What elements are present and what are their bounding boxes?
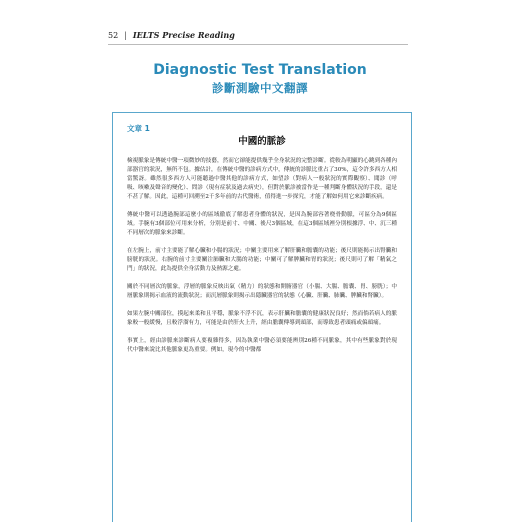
header-separator: | [124,30,127,40]
article-paragraph: 傳統中醫可以透過腕部這麼小的區域徹底了解患者身體的狀況，是因為腕部容著桡骨動脈，可區分為9個區域。手腕有3個部位可用來分析，分別是前寸、中關、後尺3個區域，在這3個區域裡分別根據浮、中、沉三種不同層次的脈象來診斷。 [127,212,397,236]
header-rule [108,44,408,45]
article-body [127,157,397,364]
article-tag: 文章 1 [127,124,150,133]
article-paragraph: 關於不同層次的脈象，浮層的脈象反映出氣（精力）的狀態和開腑器官（小腸、大腸、膽囊、胃、膀胱）；中層脈象則揭示血液的流動狀況；而沉層脈象則揭示出隱臟器官的狀態（心臟、肝臟、肺臟、脾臟和腎臟）。 [127,284,397,299]
article-box [112,112,412,522]
article-paragraph: 在左腕上，前寸主要能了解心臟和小腸的狀況；中關主要用來了解肝臟和膽囊的功能；後尺則能揭示出腎臟和膀胱的狀況。右腕的前寸主要關注肺臟和大腸的功能；中關可了解脾臟和胃的狀況；後尺則可了解「精氣之門」的狀況，此為提供全身活動力及熱源之處。 [127,248,397,272]
article-paragraph: 檢視脈象是傳統中醫一項微妙的技藝，然而它卻能提供幾乎全身狀況的完整診斷。從較為明顯的心跳到各種內部器官的狀況，無所不包。據估計，在傳統中醫的診病方式中，傳統的診脈比重占了30%，這令許多西方人相當驚訝。雖然很多西方人可能聽過中醫其他的診病方式，如望診（對病人一般狀況的實際觀察）、聞診（呼吸、咳嗽及聲音的變化）、問診（現有症狀及過去病史），但對於脈診被當作是一種判斷身體狀況的手段，還是不甚了解。因此，這種可回溯至2千多年前的古代醫術，值得進一步探究，才能了解如何用它來診斷疾病。 [127,158,397,200]
running-header [108,30,235,40]
article-paragraph: 事實上，經由診脈來診斷病人要複雜得多，因為執業中醫必須要能辨別26種不同脈象，其中有些脈象對於現代中醫來說比其他脈象更為重要。例如，現今的中醫都 [127,338,397,353]
section-title-chinese: 診斷測驗中文翻譯 [212,81,308,95]
article-paragraph: 如果左腕中關部位，摸起來柔和且平穩，脈象不浮不沉，表示肝臟和膽囊的健康狀況良好；然而倘若病人的脈象較一般緩慢，且較浮溜有力，可能是由於肝火上升，經由膽囊傳導到頭部，而導致患者頭痛或偏頭痛。 [127,311,397,326]
article-title: 中國的脈診 [238,136,286,147]
book-title: IELTS Precise Reading [132,30,235,40]
section-title-english: Diagnostic Test Translation [153,62,367,78]
page-number: 52 [108,30,119,40]
